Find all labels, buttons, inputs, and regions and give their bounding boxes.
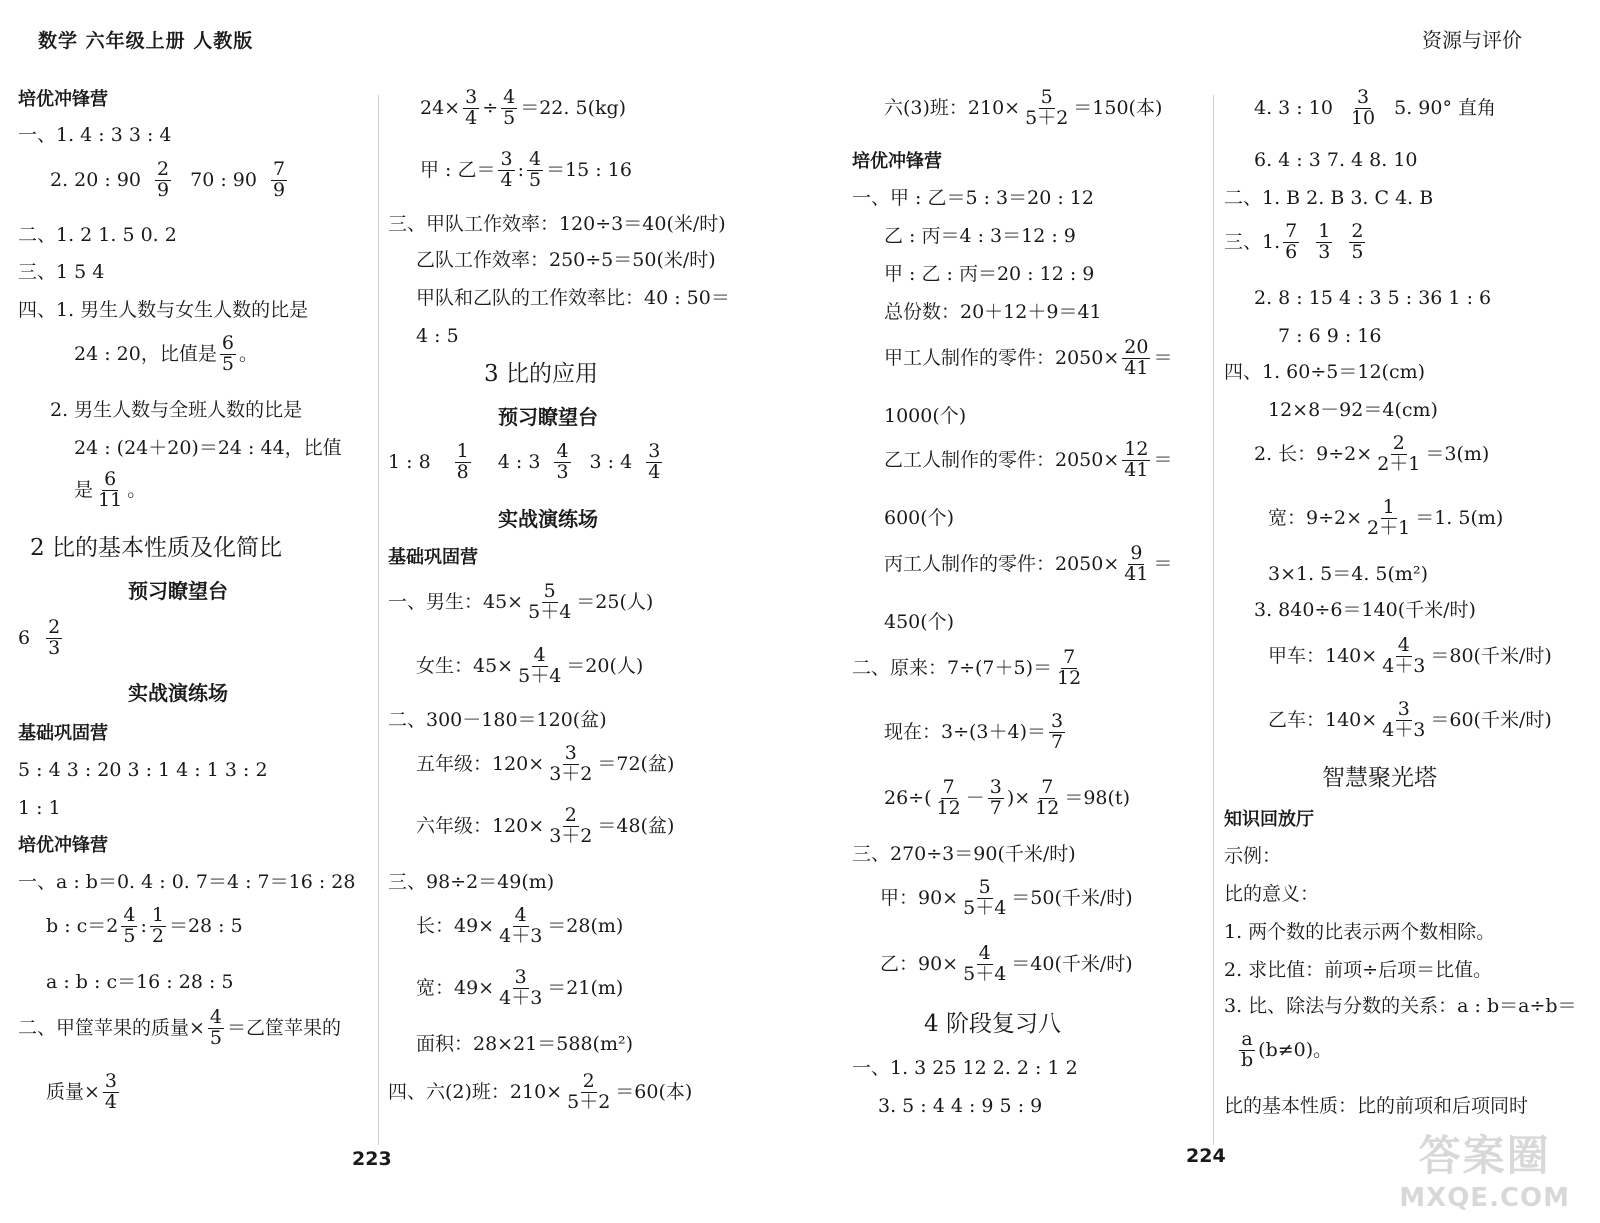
- answer-line: 24 : (24＋20)＝24 : 44，比值: [74, 437, 342, 459]
- section-label: 培优冲锋营: [852, 151, 942, 172]
- answer-line: 4 : 5: [416, 325, 459, 347]
- answer-line: 1000(个): [884, 405, 967, 427]
- answer-line: 四、六(2)班：210× $\frac{2}{5+2}$ ＝60(本): [388, 1070, 693, 1113]
- answer-line: 二、原来：7÷(7＋5)＝ $\frac{7}{12}$: [852, 646, 1082, 689]
- answer-line: 是 $\frac{6}{11}$ 。: [74, 468, 147, 511]
- fraction: $\frac{3}{4}$: [104, 1070, 118, 1113]
- answer-line: 二、1. 2 1. 5 0. 2: [18, 224, 177, 246]
- fraction: $\frac{12}{41}$: [1124, 438, 1149, 481]
- answer-line: 宽：9÷2× $\frac{1}{2+1}$ ＝1. 5(m): [1268, 496, 1504, 539]
- section-title: 智慧聚光塔: [1322, 765, 1437, 791]
- fraction: $\frac{3}{10}$: [1350, 86, 1376, 129]
- answer-line: 一、a : b＝0. 4 : 0. 7＝4 : 7＝16 : 28: [18, 871, 356, 893]
- answer-line: a : b : c＝16 : 28 : 5: [46, 971, 234, 993]
- answer-line: 三、1. $\frac{7}{6}$ $\frac{1}{3}$ $\frac{2}{5}$: [1224, 220, 1364, 263]
- fraction: $\frac{3}{3+2}$: [549, 742, 593, 785]
- fraction: $\frac{7}{9}$: [272, 158, 286, 201]
- section-label: 培优冲锋营: [18, 89, 108, 110]
- answer-line: 24× $\frac{3}{4}$ ÷ $\frac{4}{5}$ ＝22. 5(kg): [420, 86, 627, 129]
- answer-line: b : c＝2 $\frac{4}{5}$ : $\frac{1}{2}$ ＝28 : 5: [46, 904, 243, 947]
- section-label: 基础巩固营: [18, 723, 108, 744]
- answer-line: 一、甲 : 乙＝5 : 3＝20 : 12: [852, 187, 1094, 209]
- answer-line: 丙工人制作的零件：2050× $\frac{9}{41}$ ＝: [884, 542, 1173, 585]
- answer-line: 600(个): [884, 507, 955, 529]
- answer-line: 一、1. 4 : 3 3 : 4: [18, 124, 172, 146]
- answer-line: 乙工人制作的零件：2050× $\frac{12}{41}$ ＝: [884, 438, 1173, 481]
- fraction: $\frac{4}{5}$: [528, 148, 542, 191]
- column-divider: [378, 95, 379, 1145]
- fraction: $\frac{3}{4}$: [648, 440, 661, 483]
- answer-line: 三、98÷2＝49(m): [388, 871, 555, 893]
- answer-line: 甲工人制作的零件：2050× $\frac{20}{41}$ ＝: [884, 336, 1173, 379]
- answer-line: 三、甲队工作效率：120÷3＝40(米/时): [388, 213, 726, 235]
- fraction: $\frac{3}{7}$: [989, 776, 1002, 819]
- answer-line: 二、300－180＝120(盆): [388, 709, 607, 731]
- answer-line: 女生：45× $\frac{4}{5+4}$ ＝20(人): [416, 644, 644, 687]
- answer-line: 6. 4 : 3 7. 4 8. 10: [1254, 149, 1418, 171]
- answer-line: 7 : 6 9 : 16: [1278, 325, 1382, 347]
- section-label: 知识回放厅: [1224, 809, 1314, 830]
- answer-line: 现在：3÷(3＋4)＝ $\frac{3}{7}$: [884, 710, 1064, 753]
- fraction: $\frac{3}{4}$: [500, 148, 513, 191]
- fraction: $\frac{3}{4}$: [465, 86, 478, 129]
- answer-line: 24 : 20，比值是 $\frac{6}{5}$ 。: [74, 332, 258, 375]
- answer-line: 甲：90× $\frac{5}{5+4}$ ＝50(千米/时): [880, 876, 1133, 919]
- answer-line: 2. 8 : 15 4 : 3 5 : 36 1 : 6: [1254, 287, 1492, 309]
- answer-line: 2. 男生人数与全班人数的比是: [50, 399, 303, 421]
- watermark: [1399, 1123, 1570, 1213]
- answer-line: 宽：49× $\frac{3}{4+3}$ ＝21(m): [416, 966, 624, 1009]
- page-number-right: 224: [1186, 1145, 1226, 1167]
- watermark-logo-text: 答案圈: [1418, 1131, 1551, 1180]
- answer-line: 乙 : 丙＝4 : 3＝12 : 9: [884, 225, 1076, 247]
- fraction: $\frac{2}{5}$: [1351, 220, 1364, 263]
- answer-line: 三、270÷3＝90(千米/时): [852, 843, 1076, 865]
- answer-line: 450(个): [884, 611, 955, 633]
- watermark-url: MXQE.COM: [1399, 1183, 1570, 1213]
- answer-line: 3. 比、除法与分数的关系：a : b＝a÷b＝: [1224, 995, 1577, 1017]
- page-number-left: 223: [352, 1148, 392, 1170]
- fraction: $\frac{1}{8}$: [456, 440, 469, 483]
- fraction: $\frac{9}{41}$: [1124, 542, 1149, 585]
- answer-line: 3. 840÷6＝140(千米/时): [1254, 599, 1476, 621]
- section-title: 4 阶段复习八: [924, 1011, 1061, 1037]
- answer-line: 甲 : 乙＝ $\frac{3}{4}$ : $\frac{4}{5}$ ＝15 : 16: [420, 148, 632, 191]
- answer-line: 甲车：140× $\frac{4}{4+3}$ ＝80(千米/时): [1268, 634, 1552, 677]
- fraction: $\frac{7}{6}$: [1285, 220, 1298, 263]
- answer-line: $\frac{a}{b}$ (b≠0)。: [1241, 1028, 1333, 1071]
- section-title: 3 比的应用: [484, 361, 598, 387]
- fraction: $\frac{2}{2+1}$: [1377, 432, 1421, 475]
- fraction: $\frac{2}{3}$: [48, 616, 61, 659]
- answer-line: 26÷( $\frac{7}{12}$ － $\frac{3}{7}$ )× $\frac{7}{12}$ ＝98(t): [884, 776, 1130, 819]
- fraction: $\frac{3}{7}$: [1051, 710, 1064, 753]
- answer-line: 1 : 8 $\frac{1}{8}$ 4 : 3 $\frac{4}{3}$ 3 : 4 $\frac{3}{4}$: [388, 440, 661, 483]
- answer-line: 质量× $\frac{3}{4}$: [46, 1070, 118, 1113]
- fraction: $\frac{5}{5+4}$: [963, 876, 1007, 919]
- answer-line: 3×1. 5＝4. 5(m²): [1268, 563, 1428, 585]
- fraction: $\frac{7}{12}$: [1057, 646, 1082, 689]
- answer-line: 乙队工作效率：250÷5＝50(米/时): [416, 249, 716, 271]
- answer-line: 乙：90× $\frac{4}{5+4}$ ＝40(千米/时): [880, 942, 1133, 985]
- column-divider: [1213, 95, 1214, 1145]
- answer-line: 12×8－92＝4(cm): [1268, 399, 1438, 421]
- fraction: $\frac{2}{3+2}$: [549, 804, 593, 847]
- fraction: $\frac{4}{5}$: [503, 86, 516, 129]
- fraction: $\frac{1}{3}$: [1318, 220, 1331, 263]
- answer-line: 一、1. 3 25 12 2. 2 : 1 2: [852, 1057, 1078, 1079]
- answer-line: 比的意义：: [1224, 883, 1320, 905]
- answer-line: 比的基本性质：比的前项和后项同时: [1224, 1095, 1529, 1117]
- fraction: $\frac{1}{2}$: [151, 904, 164, 947]
- subsection-title: 预习瞭望台: [128, 579, 228, 603]
- subsection-title: 实战演练场: [128, 681, 228, 705]
- answer-line: 五年级：120× $\frac{3}{3+2}$ ＝72(盆): [416, 742, 675, 785]
- fraction: $\frac{3}{4+3}$: [499, 966, 543, 1009]
- fraction: $\frac{6}{11}$: [98, 468, 123, 511]
- answer-line: 六(3)班：210× $\frac{5}{5+2}$ ＝150(本): [884, 86, 1163, 129]
- answer-line: 二、甲筐苹果的质量× $\frac{4}{5}$ ＝乙筐苹果的: [18, 1006, 342, 1049]
- answer-line: 一、男生：45× $\frac{5}{5+4}$ ＝25(人): [388, 580, 654, 623]
- subsection-title: 预习瞭望台: [498, 405, 598, 429]
- section-label: 培优冲锋营: [18, 835, 108, 856]
- answer-line: 3. 5 : 4 4 : 9 5 : 9: [878, 1095, 1043, 1117]
- answer-line: 长：49× $\frac{4}{4+3}$ ＝28(m): [416, 904, 624, 947]
- answer-line: 面积：28×21＝588(m²): [416, 1033, 633, 1055]
- answer-line: 6 $\frac{2}{3}$: [18, 616, 61, 659]
- page-header-right: 资源与评价: [1422, 28, 1522, 52]
- answer-line: 六年级：120× $\frac{2}{3+2}$ ＝48(盆): [416, 804, 675, 847]
- fraction: $\frac{5}{5+2}$: [1025, 86, 1069, 129]
- answer-line: 甲队和乙队的工作效率比：40 : 50＝: [416, 287, 730, 309]
- answer-line: 1 : 1: [18, 797, 61, 819]
- fraction: $\frac{1}{2+1}$: [1367, 496, 1411, 539]
- section-label: 基础巩固营: [388, 547, 478, 568]
- answer-line: 总份数：20＋12＋9＝41: [884, 301, 1102, 323]
- fraction: $\frac{4}{4+3}$: [499, 904, 543, 947]
- fraction: $\frac{a}{b}$: [1241, 1028, 1254, 1071]
- fraction: $\frac{4}{5+4}$: [518, 644, 562, 687]
- page-header-left: 数学 六年级上册 人教版: [38, 30, 254, 52]
- answer-line: 4. 3 : 10 $\frac{3}{10}$ 5. 90° 直角: [1254, 86, 1496, 129]
- answer-line: 乙车：140× $\frac{3}{4+3}$ ＝60(千米/时): [1268, 698, 1552, 741]
- fraction: $\frac{20}{41}$: [1124, 336, 1149, 379]
- fraction: $\frac{7}{12}$: [1035, 776, 1060, 819]
- fraction: $\frac{7}{12}$: [936, 776, 961, 819]
- fraction: $\frac{4}{4+3}$: [1382, 634, 1426, 677]
- fraction: $\frac{4}{5}$: [209, 1006, 223, 1049]
- fraction: $\frac{4}{3}$: [556, 440, 569, 483]
- answer-line: 2. 20 : 90 $\frac{2}{9}$ 70 : 90 $\frac{7}{9}$: [50, 158, 286, 201]
- answer-line: 甲 : 乙 : 丙＝20 : 12 : 9: [884, 263, 1095, 285]
- answer-line: 1. 两个数的比表示两个数相除。: [1224, 921, 1496, 943]
- fraction: $\frac{2}{9}$: [157, 158, 170, 201]
- answer-line: 5 : 4 3 : 20 3 : 1 4 : 1 3 : 2: [18, 759, 268, 781]
- fraction: $\frac{4}{5}$: [123, 904, 136, 947]
- fraction: $\frac{3}{4+3}$: [1382, 698, 1426, 741]
- answer-line: 2. 长：9÷2× $\frac{2}{2+1}$ ＝3(m): [1254, 432, 1490, 475]
- fraction: $\frac{6}{5}$: [221, 332, 234, 375]
- fraction: $\frac{2}{5+2}$: [567, 1070, 611, 1113]
- answer-line: 2. 求比值：前项÷后项＝比值。: [1224, 959, 1493, 981]
- subsection-title: 实战演练场: [498, 507, 598, 531]
- answer-line: 四、1. 男生人数与女生人数的比是: [18, 299, 309, 321]
- answer-line: 四、1. 60÷5＝12(cm): [1224, 361, 1426, 383]
- fraction: $\frac{4}{5+4}$: [963, 942, 1007, 985]
- answer-line: 二、1. B 2. B 3. C 4. B: [1224, 187, 1434, 209]
- section-title: 2 比的基本性质及化简比: [30, 535, 282, 561]
- answer-line: 示例：: [1224, 845, 1282, 867]
- fraction: $\frac{5}{5+4}$: [528, 580, 572, 623]
- answer-line: 三、1 5 4: [18, 261, 105, 283]
